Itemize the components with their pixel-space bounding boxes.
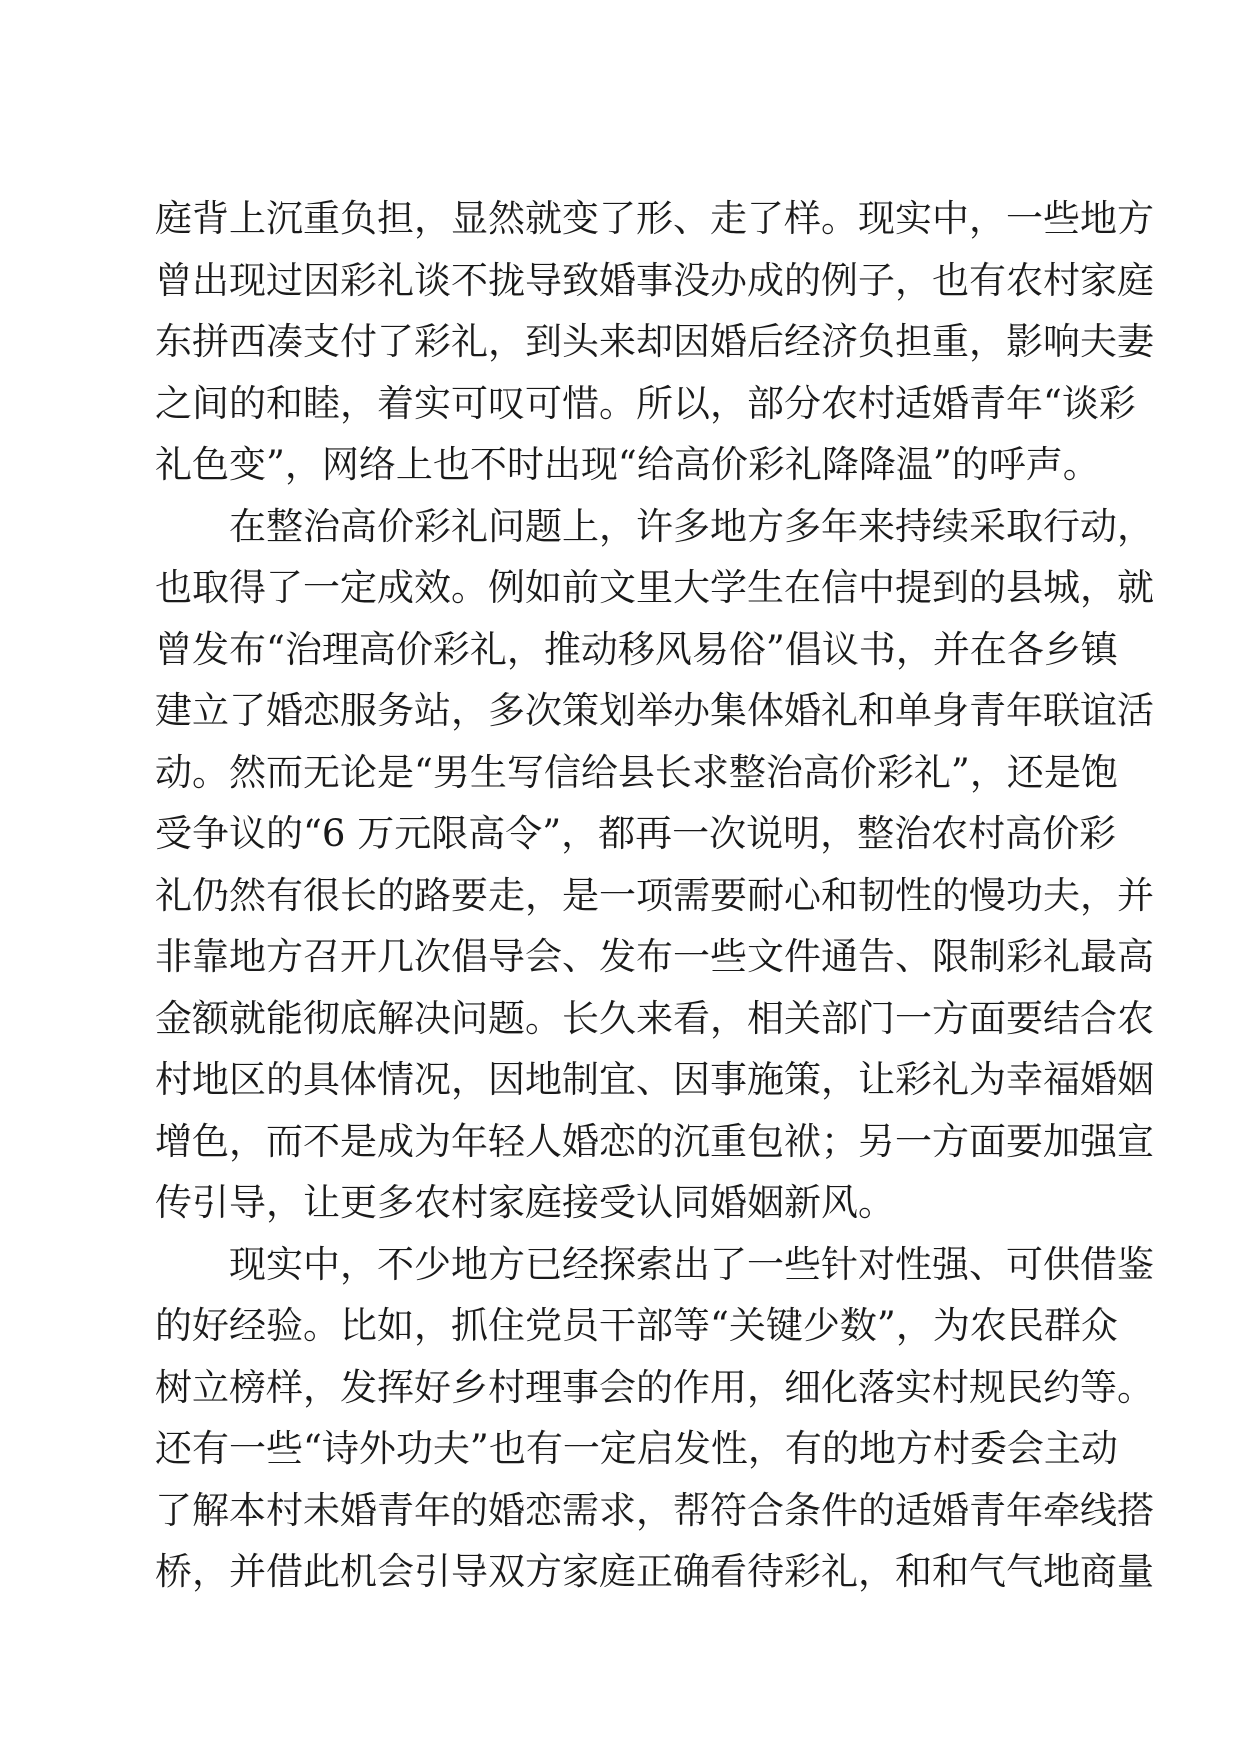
text-line: 的好经验。比如，抓住党员干部等“关键少数”，为农民群众: [155, 1304, 1118, 1347]
article-body: [155, 188, 1154, 1603]
paragraph-3: [155, 1234, 1154, 1603]
text-line: 建立了婚恋服务站，多次策划举办集体婚礼和单身青年联谊活: [155, 689, 1154, 732]
text-line: 曾出现过因彩礼谈不拢导致婚事没办成的例子，也有农村家庭: [155, 258, 1154, 302]
text-line: 曾发布“治理高价彩礼，推动移风易俗”倡议书，并在各乡镇: [155, 627, 1118, 671]
text-line: 传引导，让更多农村家庭接受认同婚姻新风。: [155, 1181, 895, 1224]
text-line: 动。然而无论是“男生写信给县长求整治高价彩礼”，还是饱: [155, 750, 1118, 794]
text-line: 礼仍然有很长的路要走，是一项需要耐心和韧性的慢功夫，并: [155, 873, 1154, 917]
paragraph-1: [155, 188, 1154, 496]
text-line: 了解本村未婚青年的婚恋需求，帮符合条件的适婚青年牵线搭: [155, 1488, 1154, 1532]
text-line: 现实中，不少地方已经探索出了一些针对性强、可供借鉴: [229, 1242, 1154, 1286]
paragraph-2: [155, 496, 1154, 1234]
text-line: 之间的和睦，着实可叹可惜。所以，部分农村适婚青年“谈彩: [155, 381, 1136, 425]
text-line: 桥，并借此机会引导双方家庭正确看待彩礼，和和气气地商量: [155, 1550, 1154, 1593]
text-line: 受争议的“6 万元限高令”，都再一次说明，整治农村高价彩: [155, 812, 1117, 855]
text-line: 非靠地方召开几次倡导会、发布一些文件通告、限制彩礼最高: [155, 935, 1154, 978]
text-line: 增色，而不是成为年轻人婚恋的沉重包袱；另一方面要加强宣: [155, 1119, 1154, 1163]
text-line: 礼色变”，网络上也不时出现“给高价彩礼降降温”的呼声。: [155, 443, 1100, 486]
text-line: 庭背上沉重负担，显然就变了形、走了样。现实中，一些地方: [155, 197, 1154, 240]
text-line: 还有一些“诗外功夫”也有一定启发性，有的地方村委会主动: [155, 1427, 1118, 1470]
text-line: 也取得了一定成效。例如前文里大学生在信中提到的县城，就: [155, 566, 1154, 609]
text-line: 树立榜样，发挥好乡村理事会的作用，细化落实村规民约等。: [155, 1365, 1154, 1409]
text-line: 东拼西凑支付了彩礼，到头来却因婚后经济负担重，影响夫妻: [155, 320, 1154, 363]
text-line: 金额就能彻底解决问题。长久来看，相关部门一方面要结合农: [155, 996, 1154, 1040]
text-line: 在整治高价彩礼问题上，许多地方多年来持续采取行动，: [229, 504, 1154, 548]
text-line: 村地区的具体情况，因地制宜、因事施策，让彩礼为幸福婚姻: [155, 1058, 1154, 1101]
